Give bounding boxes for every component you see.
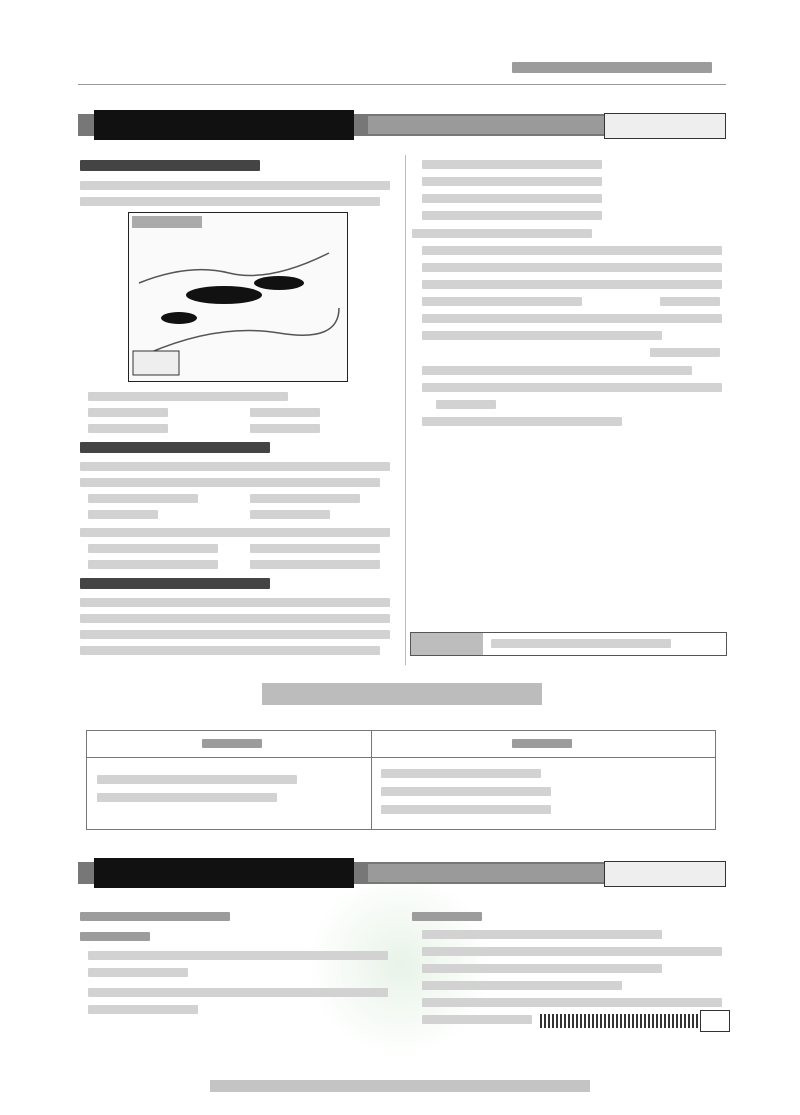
text-line — [422, 331, 662, 340]
text-line — [422, 930, 662, 939]
text-line — [80, 630, 390, 639]
standards-table — [86, 730, 716, 830]
text-line — [80, 646, 380, 655]
text-line — [422, 417, 622, 426]
tip-label — [411, 633, 483, 655]
text-line — [422, 246, 722, 255]
text-line — [660, 297, 720, 306]
text-line — [250, 510, 330, 519]
knowledge-point-heading — [80, 442, 270, 453]
table-cell-line — [97, 775, 297, 784]
text-line — [422, 366, 692, 375]
option-line — [88, 392, 288, 401]
page-number — [700, 1010, 730, 1032]
map-title-block — [132, 216, 202, 228]
footer-note — [210, 1080, 590, 1092]
map-figure — [128, 212, 348, 382]
table-header-cell-2 — [512, 739, 572, 748]
text-line — [412, 229, 592, 238]
text-line — [422, 263, 722, 272]
knowledge-point-heading — [80, 160, 260, 171]
banner-title — [94, 858, 354, 888]
option-line — [88, 424, 168, 433]
knowledge-point-heading — [80, 578, 270, 589]
text-line — [88, 968, 188, 977]
option-line — [250, 408, 320, 417]
text-line — [88, 544, 218, 553]
tip-box — [410, 632, 727, 656]
table-cell-line — [381, 805, 551, 814]
text-line — [422, 314, 722, 323]
banner-tag — [604, 113, 726, 139]
text-line — [422, 211, 602, 220]
option-line — [250, 424, 320, 433]
text-line — [650, 348, 720, 357]
page-strip — [540, 1014, 700, 1028]
text-line — [88, 494, 198, 503]
farm-region — [254, 276, 304, 290]
text-line — [80, 181, 390, 190]
text-line — [80, 598, 390, 607]
text-line — [422, 160, 602, 169]
text-line — [80, 614, 390, 623]
farm-region — [186, 286, 262, 304]
banner-tag — [604, 861, 726, 887]
table-cell-line — [97, 793, 277, 802]
option-line — [88, 408, 168, 417]
section-banner-1 — [78, 110, 726, 140]
text-line — [80, 478, 380, 487]
text-line — [422, 964, 662, 973]
text-line — [80, 197, 380, 206]
text-line — [250, 560, 380, 569]
text-line — [88, 1005, 198, 1014]
text-line — [422, 177, 602, 186]
header-rule — [78, 84, 726, 85]
farm-region — [161, 312, 197, 324]
text-line — [250, 544, 380, 553]
subsection-heading — [412, 912, 482, 921]
text-line — [250, 494, 360, 503]
river-path — [139, 253, 329, 283]
table-header-cell-1 — [202, 739, 262, 748]
text-line — [88, 951, 388, 960]
text-line — [422, 383, 722, 392]
text-line — [422, 297, 582, 306]
text-line — [88, 988, 388, 997]
table-cell-line — [381, 769, 541, 778]
tip-text — [491, 639, 671, 648]
text-line — [88, 560, 218, 569]
table-cell-line — [381, 787, 551, 796]
section-heading — [80, 912, 230, 921]
text-line — [422, 947, 722, 956]
text-line — [422, 998, 722, 1007]
text-line — [80, 462, 390, 471]
text-line — [436, 400, 496, 409]
map-legend — [133, 351, 179, 375]
text-line — [422, 981, 622, 990]
text-line — [422, 1015, 532, 1024]
text-line — [422, 194, 602, 203]
unit-title — [512, 62, 712, 73]
banner-title — [94, 110, 354, 140]
lesson-title — [262, 683, 542, 705]
map-graphic — [129, 213, 347, 381]
text-line — [80, 528, 390, 537]
column-divider — [405, 155, 406, 665]
text-line — [422, 280, 722, 289]
text-line — [88, 510, 158, 519]
table-divider — [371, 731, 372, 829]
table-header — [87, 731, 715, 758]
subsection-heading — [80, 932, 150, 941]
